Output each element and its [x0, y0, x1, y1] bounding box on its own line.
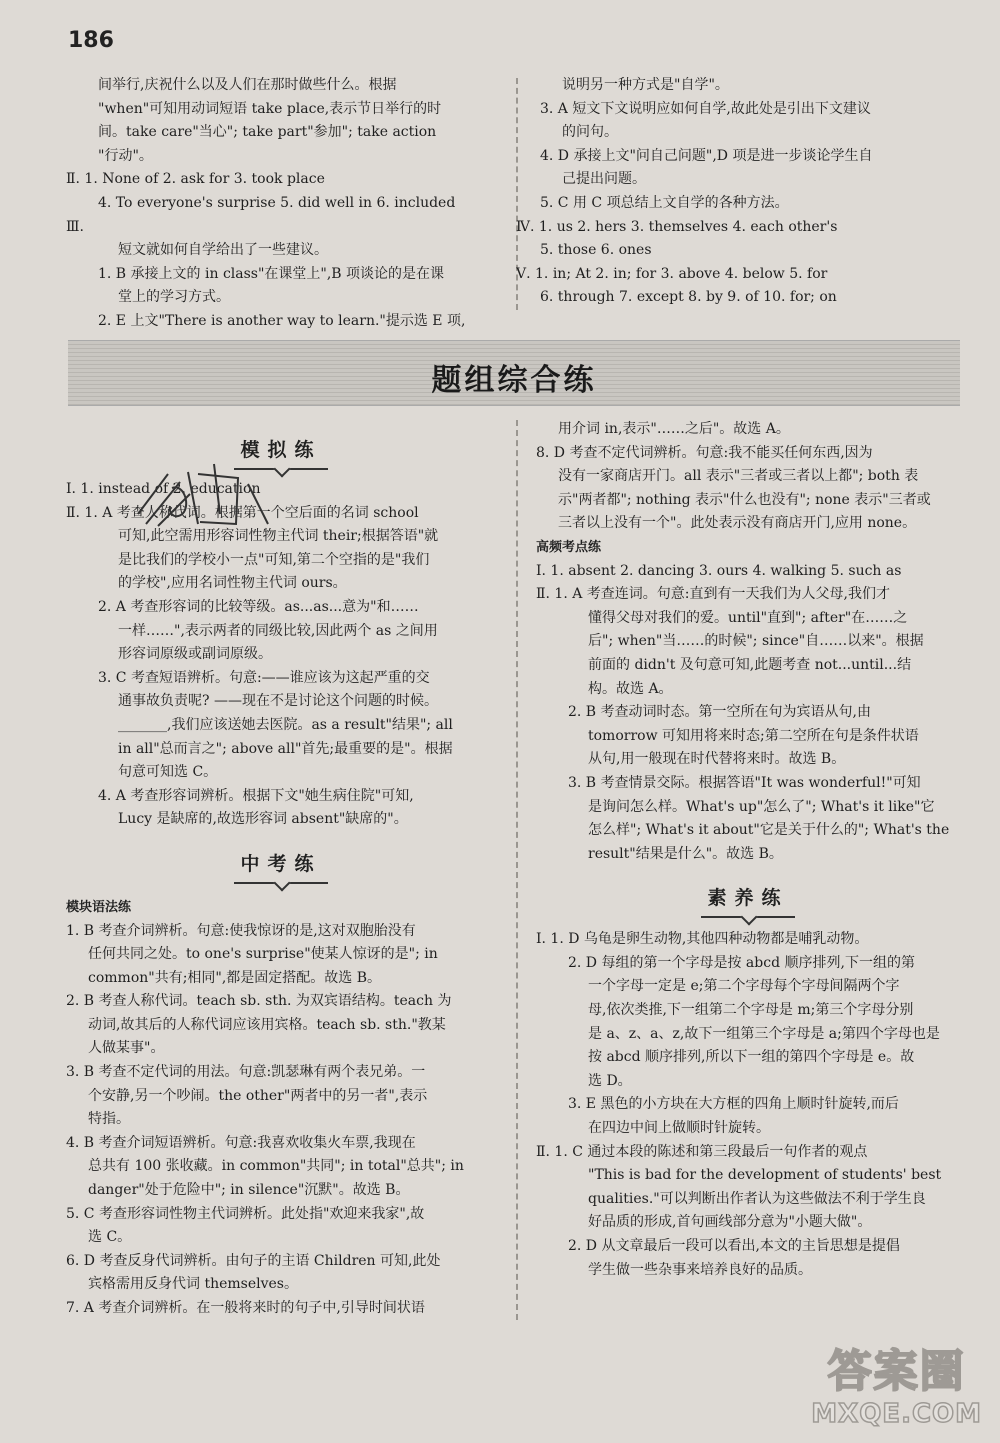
answer-line: 后"; when"当……的时候"; since"自……以来"。根据 [588, 633, 924, 650]
answer-line: 一样……",表示两者的同级比较,因此两个 as 之间用 [118, 622, 438, 639]
watermark-logo: 答案圈 [827, 1346, 966, 1397]
answer-line: 短文就如何自学给出了一些建议。 [118, 242, 328, 259]
top-left-column [66, 74, 494, 334]
answer-line: Ⅲ. [66, 218, 84, 235]
answer-line: Ⅰ. 1. absent 2. dancing 3. ours 4. walking 5. such as [536, 562, 902, 579]
answer-line: 三者以上没有一个"。此处表示没有商店开门,应用 none。 [558, 515, 917, 532]
answer-line: Ⅱ. 1. A 考查人称代词。根据第一个空后面的名词 school [66, 504, 419, 521]
answer-line: common"共有;相同",都是固定搭配。故选 B。 [88, 969, 382, 986]
answer-line: 3. B 考查不定代词的用法。句意:凯瑟琳有两个表兄弟。一 [66, 1064, 426, 1081]
answer-line: "行动"。 [98, 147, 153, 164]
answer-line: 按 abcd 顺序排列,所以下一组的第四个字母是 e。故 [588, 1049, 915, 1066]
answer-line: 宾格需用反身代词 themselves。 [88, 1276, 298, 1293]
answer-line: 4. To everyone's surprise 5. did well in 6. included [98, 194, 456, 211]
answer-line: 特指。 [88, 1111, 130, 1128]
answer-line: 示"两者都"; nothing 表示"什么也没有"; none 表示"三者或 [558, 491, 931, 508]
bottom-right-column [536, 418, 960, 1282]
answer-line: 任何共同之处。to one's surprise"使某人惊讶的是"; in [88, 946, 438, 963]
answer-line: 句意可知选 C。 [118, 764, 218, 781]
answer-line: Lucy 是缺席的,故选形容词 absent"缺席的"。 [118, 811, 408, 828]
answer-line: 前面的 didn't 及句意可知,此题考查 not...until...结 [588, 656, 912, 673]
answer-line: 间。take care"当心"; take part"参加"; take action [98, 124, 437, 141]
answer-line: 在四边中间上做顺时针旋转。 [588, 1120, 770, 1137]
answer-line: 5. C 考查形容词性物主代词辨析。此处指"欢迎来我家",故 [66, 1205, 425, 1222]
answer-line: 选 D。 [588, 1072, 632, 1089]
answer-line: 3. C 考查短语辨析。句意:——谁应该为这起严重的交 [98, 669, 430, 686]
answer-line: Ⅱ. 1. C 通过本段的陈述和第三段最后一句作者的观点 [536, 1143, 868, 1160]
answer-line: result"结果是什么"。故选 B。 [588, 845, 783, 862]
pencil-scribble [128, 454, 278, 534]
answer-line: 怎么样"; What's it about"它是关于什么的"; What's the [588, 822, 950, 839]
answer-line: Ⅳ. 1. us 2. hers 3. themselves 4. each other's [516, 218, 838, 235]
answer-line: 6. through 7. except 8. by 9. of 10. for; on [540, 289, 837, 306]
answer-line: 选 C。 [88, 1229, 132, 1246]
subsection-title: 高频考点练 [536, 539, 602, 555]
answer-line: 2. B 考查动词时态。第一空所在句为宾语从句,由 [568, 704, 871, 721]
answer-line: Ⅰ. 1. D 乌龟是卵生动物,其他四种动物都是哺乳动物。 [536, 931, 869, 948]
answer-line: 是 a、z、a、z,故下一组第三个字母是 a;第四个字母也是 [588, 1025, 940, 1042]
answer-line: qualities."可以判断出作者认为这些做法不利于学生良 [588, 1190, 926, 1207]
section-title: 模拟练 [234, 435, 327, 470]
answer-line: 没有一家商店开门。all 表示"三者或三者以上都"; both 表 [558, 468, 919, 485]
section-title: 中考练 [234, 849, 327, 884]
answer-line: 7. A 考查介词辨析。在一般将来时的句子中,引导时间状语 [66, 1300, 425, 1316]
answer-line: 用介词 in,表示"……之后"。故选 A。 [558, 421, 790, 437]
section-title: 素养练 [701, 883, 794, 918]
answer-line: 个安静,另一个吵闹。the other"两者中的另一者",表示 [88, 1087, 428, 1104]
answer-line: 1. B 承接上文的 in class"在课堂上",B 项谈论的是在课 [98, 265, 445, 282]
answer-line: 4. A 考查形容词辨析。根据下文"她生病住院"可知, [98, 787, 414, 804]
banner-title: 题组综合练 [431, 363, 597, 398]
answer-line: "This is bad for the development of students' best [588, 1167, 942, 1184]
answer-line: 是询问怎么样。What's up"怎么了"; What's it like"它 [588, 798, 935, 815]
answer-line: 从句,用一般现在时代替将来时。故选 B。 [588, 751, 846, 768]
answer-line: 2. B 考查人称代词。teach sb. sth. 为双宾语结构。teach 为 [66, 993, 452, 1010]
answer-line: 形容词原级或副词原级。 [118, 646, 272, 663]
answer-line: 堂上的学习方式。 [118, 289, 230, 306]
answer-line: 3. A 短文下文说明应如何自学,故此处是引出下文建议 [540, 100, 871, 117]
answer-line: 总共有 100 张收藏。in common"共同"; in total"总共"; in [88, 1158, 464, 1175]
section-heading-zhongkao [66, 832, 496, 884]
answer-line: 的问句。 [562, 124, 618, 141]
answer-line: 的学校",应用名词性物主代词 ours。 [118, 575, 347, 592]
answer-line: 构。故选 A。 [588, 680, 673, 697]
answer-line: 3. E 黑色的小方块在大方框的四角上顺时针旋转,而后 [568, 1096, 899, 1113]
section-heading-suyang [536, 866, 960, 918]
watermark [811, 1335, 982, 1429]
answer-line: Ⅴ. 1. in; At 2. in; for 3. above 4. below 5. for [516, 265, 828, 282]
answer-line: Ⅱ. 1. None of 2. ask for 3. took place [66, 171, 325, 188]
answer-line: 一个字母一定是 e;第二个字母每个字母间隔两个字 [588, 978, 900, 995]
answer-line: 是比我们的学校小一点"可知,第二个空指的是"我们 [118, 551, 430, 568]
answer-line: 4. B 考查介词短语辨析。句意:我喜欢收集火车票,我现在 [66, 1134, 416, 1151]
page-number: 186 [68, 28, 114, 53]
answer-line: 通事故负责呢? ——现在不是讨论这个问题的时候。 [118, 693, 438, 710]
answer-line: 1. B 考查介词辨析。句意:使我惊讶的是,这对双胞胎没有 [66, 922, 416, 939]
answer-line: 人做某事"。 [88, 1040, 165, 1057]
answer-line: _______,我们应该送她去医院。as a result"结果"; all [118, 716, 453, 733]
answer-line: 5. those 6. ones [540, 242, 652, 259]
answer-line: 己提出问题。 [562, 171, 646, 188]
answer-line: "when"可知用动词短语 take place,表示节日举行的时 [98, 100, 442, 117]
answer-line: 动词,故其后的人称代词应该用宾格。teach sb. sth."教某 [88, 1016, 446, 1033]
answer-line: 好品质的形成,首句画线部分意为"小题大做"。 [588, 1214, 872, 1231]
column-divider [516, 420, 518, 1320]
subsection-title: 模块语法练 [66, 899, 132, 915]
answer-line: 5. C 用 C 项总结上文自学的各种方法。 [540, 194, 789, 211]
answer-line: 懂得父母对我们的爱。until"直到"; after"在……之 [588, 609, 908, 626]
answer-line: 4. D 承接上文"问自己问题",D 项是进一步谈论学生自 [540, 147, 873, 164]
answer-line: 2. A 考查形容词的比较等级。as...as...意为"和…… [98, 598, 419, 615]
top-right-column [516, 74, 960, 310]
answer-line: danger"处于危险中"; in silence"沉默"。故选 B。 [88, 1182, 410, 1199]
answer-line: tomorrow 可知用将来时态;第二空所在句是条件状语 [588, 727, 919, 744]
answer-line: 说明另一种方式是"自学"。 [562, 77, 729, 93]
answer-line: 可知,此空需用形容词性物主代词 their;根据答语"就 [118, 528, 439, 545]
answer-line: 母,依次类推,下一组第二个字母是 m;第三个字母分别 [588, 1002, 914, 1019]
watermark-url: MXQE.COM [811, 1399, 982, 1429]
section-banner [68, 340, 960, 406]
answer-line: in all"总而言之"; above all"首先;最重要的是"。根据 [118, 740, 453, 757]
answer-line: 学生做一些杂事来培养良好的品质。 [588, 1261, 812, 1278]
answer-line: 8. D 考查不定代词辨析。句意:我不能买任何东西,因为 [536, 444, 873, 461]
answer-line: 3. B 考查情景交际。根据答语"It was wonderful!"可知 [568, 774, 921, 791]
bottom-left-column [66, 418, 496, 1321]
answer-line: Ⅰ. 1. instead of 2. education [66, 481, 261, 497]
answer-line: Ⅱ. 1. A 考查连词。句意:直到有一天我们为人父母,我们才 [536, 586, 890, 603]
answer-line: 2. E 上文"There is another way to learn."提示选 E 项, [98, 312, 466, 329]
answer-line: 2. D 每组的第一个字母是按 abcd 顺序排列,下一组的第 [568, 954, 915, 971]
answer-line: 6. D 考查反身代词辨析。由句子的主语 Children 可知,此处 [66, 1252, 441, 1269]
answer-line: 间举行,庆祝什么以及人们在那时做些什么。根据 [98, 77, 397, 93]
answer-line: 2. D 从文章最后一段可以看出,本文的主旨思想是提倡 [568, 1238, 900, 1254]
